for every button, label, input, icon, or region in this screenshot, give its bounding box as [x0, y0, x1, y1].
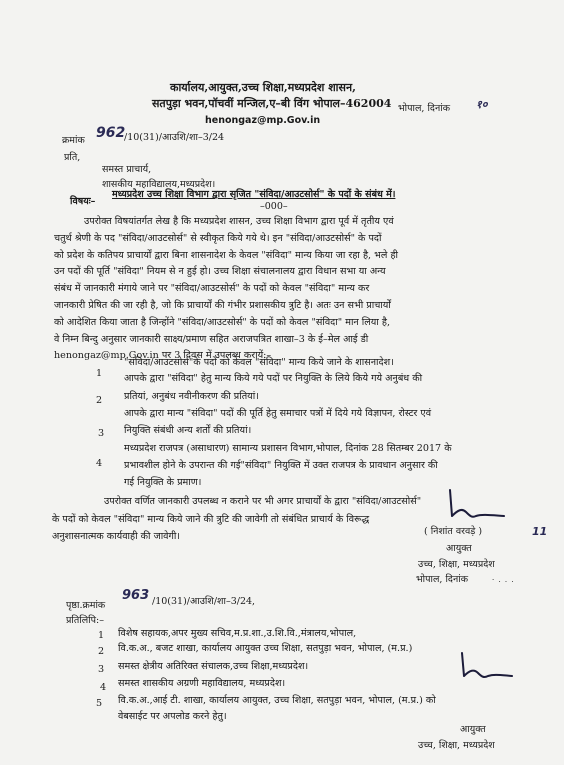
closing-line: उपरोक्त वर्णित जानकारी उपलब्ध न कराने पर भी अगर प्राचार्यों के द्वारा "संविदा/आउटसोर्स" — [104, 496, 422, 507]
closing-line: अनुशासनात्मक कार्यवाही की जावेगी। — [52, 531, 181, 542]
endorsement-signatory-dept: उच्च, शिक्षा, मध्यप्रदेश — [418, 740, 495, 751]
subject-text: मध्यप्रदेश उच्च शिक्षा विभाग द्वारा सृजित "संविदा/आउटसोर्स" के पदों के संबंध में। — [112, 189, 396, 200]
body-line: को प्रदेश के कतिपय प्राचार्यों द्वारा बिना शासनादेश के केवल "संविदा" मान्य किया जा रहा है, भले ही — [54, 249, 399, 261]
point-text: प्रभावशील होने के उपरान्त की गई"संविदा" नियुक्ति में उक्त राजपत्र के प्रावधान अनुसार की — [124, 460, 438, 471]
office-email: henongaz@mp.Gov.in — [205, 115, 321, 126]
signature-date-blank: · . . . — [492, 576, 515, 584]
signature-mark — [442, 486, 512, 528]
office-header-line2: सतपुड़ा भवन,पॉचवीं मन्जिल,ए–बी विंग भोपाल–462004 — [152, 97, 392, 110]
point-text: गई नियुक्ति के प्रमाण। — [124, 477, 202, 488]
signatory-dept: उच्च, शिक्षा, मध्यप्रदेश — [418, 559, 495, 570]
point-text: मध्यप्रदेश राजपत्र (असाधारण) सामान्य प्रशासन विभाग,भोपाल, दिनांक 28 सितम्बर 2017 के — [124, 443, 452, 454]
copy-recipient: वि.क.अ.,आई टी. शाखा, कार्यालय आयुक्त, उच्च शिक्षा, सतपुड़ा भवन, भोपाल, (म.प्र.) को — [118, 695, 436, 706]
point-text: आपके द्वारा "संविदा" हेतु मान्य किये गये पदों पर नियुक्ति के लिये किये गये अनुबंध की — [124, 373, 423, 384]
copy-number: 5 — [96, 698, 103, 709]
body-paragraph — [54, 214, 540, 365]
point-text: आपके द्वारा मान्य "संविदा" पदों की पूर्ति हेतु समाचार पत्रों में दिये गये विज्ञापन, रोस्टर एवं — [124, 408, 432, 419]
addressee-line1: समस्त प्राचार्य, — [102, 164, 152, 175]
body-line: henongaz@mp.Gov.in पर 3 दिवस में उपलब्ध करायें:– — [54, 350, 272, 362]
addressee-line2: शासकीय महाविद्यालय,मध्यप्रदेश। — [102, 179, 216, 190]
copy-number: 3 — [98, 664, 105, 675]
signature-date-handwritten: 11 — [532, 525, 548, 538]
point-text: "संविदा/आउटसोर्स"के पदों को केवल "संविदा" मान्य किये जाने के शासनादेश। — [124, 357, 394, 368]
body-line: उपरोक्त विषयांतर्गत लेख है कि मध्यप्रदेश शासन, उच्च शिक्षा विभाग द्वारा पूर्व में तृतीय एवं — [84, 216, 394, 227]
point-text: नियुक्ति संबंधी अन्य शर्तों की प्रतियां। — [124, 425, 252, 436]
signatory-title: आयुक्त — [446, 543, 472, 554]
endorsement-signatory-title: आयुक्त — [460, 724, 486, 735]
copy-recipient-continued: वेबसाईट पर अपलोड करने हेतु। — [118, 711, 227, 722]
body-line: उन पदों की पूर्ति "संविदा" नियम से न हुई हो। उच्च शिक्षा संचालनालय द्वारा विधान सभा या अन्य — [54, 266, 386, 278]
copy-number: 1 — [98, 630, 105, 641]
signatory-name: ( निशांत वरवड़े ) — [424, 526, 483, 537]
copy-number: 2 — [98, 646, 105, 657]
point-number: 1 — [96, 368, 103, 379]
subject-divider: –000– — [260, 201, 288, 212]
point-number: 2 — [96, 395, 103, 406]
order-number-handwritten: 962 — [96, 125, 126, 141]
order-prefix: क्रमांक — [62, 135, 85, 146]
copy-number: 4 — [100, 682, 107, 693]
body-line: वे निम्न बिन्दु अनुसार जानकारी साक्ष्य/प्रमाण सहित अराजपत्रित शाखा–3 के ई–मेल आई डी — [54, 333, 369, 345]
body-line: संबंध में जानकारी मंगाये जाने पर "संविदा/आउटसोर्स" के पदों को केवल "संविदा" मान्य कर — [54, 283, 370, 295]
point-number: 3 — [98, 428, 105, 439]
endorsement-number-handwritten: 963 — [122, 588, 150, 603]
endorsement-reference: /10(31)/आउशि/शा–3/24, — [152, 596, 256, 607]
body-line: जानकारी प्रेषित की जा रही है, जो कि प्राचार्यों की गंभीर प्रशासकीय त्रुटि है। अतः उन सभी प्राचार्यों — [54, 299, 391, 311]
subject-label: विषयः– — [70, 196, 96, 207]
copy-recipient: समस्त क्षेत्रीय अतिरिक्त संचालक,उच्च शिक्षा,मध्यप्रदेश। — [118, 661, 309, 672]
body-line: चतुर्थ श्रेणी के पद "संविदा/आउटसोर्स" से स्वीकृत किये गये थे। इन "संविदा/आउटसोर्स" के पदों — [54, 232, 382, 244]
body-line: को आदेशित किया जाता है जिन्होंने "संविदा/आउटसोर्स" के पदों को केवल "संविदा" मान लिया है, — [54, 316, 391, 328]
copy-label: प्रतिलिपि:– — [66, 615, 104, 626]
copy-recipient: वि.क.अ., बजट शाखा, कार्यालय आयुक्त उच्च शिक्षा, सतपुड़ा भवन, भोपाल, (म.प्र.) — [118, 643, 413, 654]
order-reference: /10(31)/आउशि/शा–3/24 — [124, 132, 225, 143]
endorsement-signature-mark — [456, 650, 516, 686]
closing-line: के पदों को केवल "संविदा" मान्य किये जाने की त्रुटि की जावेगी तो संबंधित प्राचार्य के विरूद्ध — [52, 514, 370, 525]
copy-recipient: विशेष सहायक,अपर मुख्य सचिव,म.प्र.शा.,उ.शि.वि.,मंत्रालय,भोपाल, — [118, 628, 357, 639]
point-text: प्रतियां, अनुबंध नवीनीकरण की प्रतियां। — [124, 391, 259, 402]
copy-recipient: समस्त शासकीय अग्रणी महाविद्यालय, मध्यप्रदेश। — [118, 678, 286, 689]
office-header-line1: कार्यालय,आयुक्त,उच्च शिक्षा,मध्यप्रदेश शासन, — [170, 81, 356, 94]
signature-place-date: भोपाल, दिनांक — [416, 574, 469, 585]
header-date-handwritten: १० — [476, 98, 488, 111]
point-number: 4 — [96, 458, 103, 469]
endorsement-prefix: पृष्ठा.क्रमांक — [66, 600, 106, 611]
addressee-to: प्रति, — [64, 152, 81, 163]
header-place-date: भोपाल, दिनांक — [398, 103, 451, 114]
